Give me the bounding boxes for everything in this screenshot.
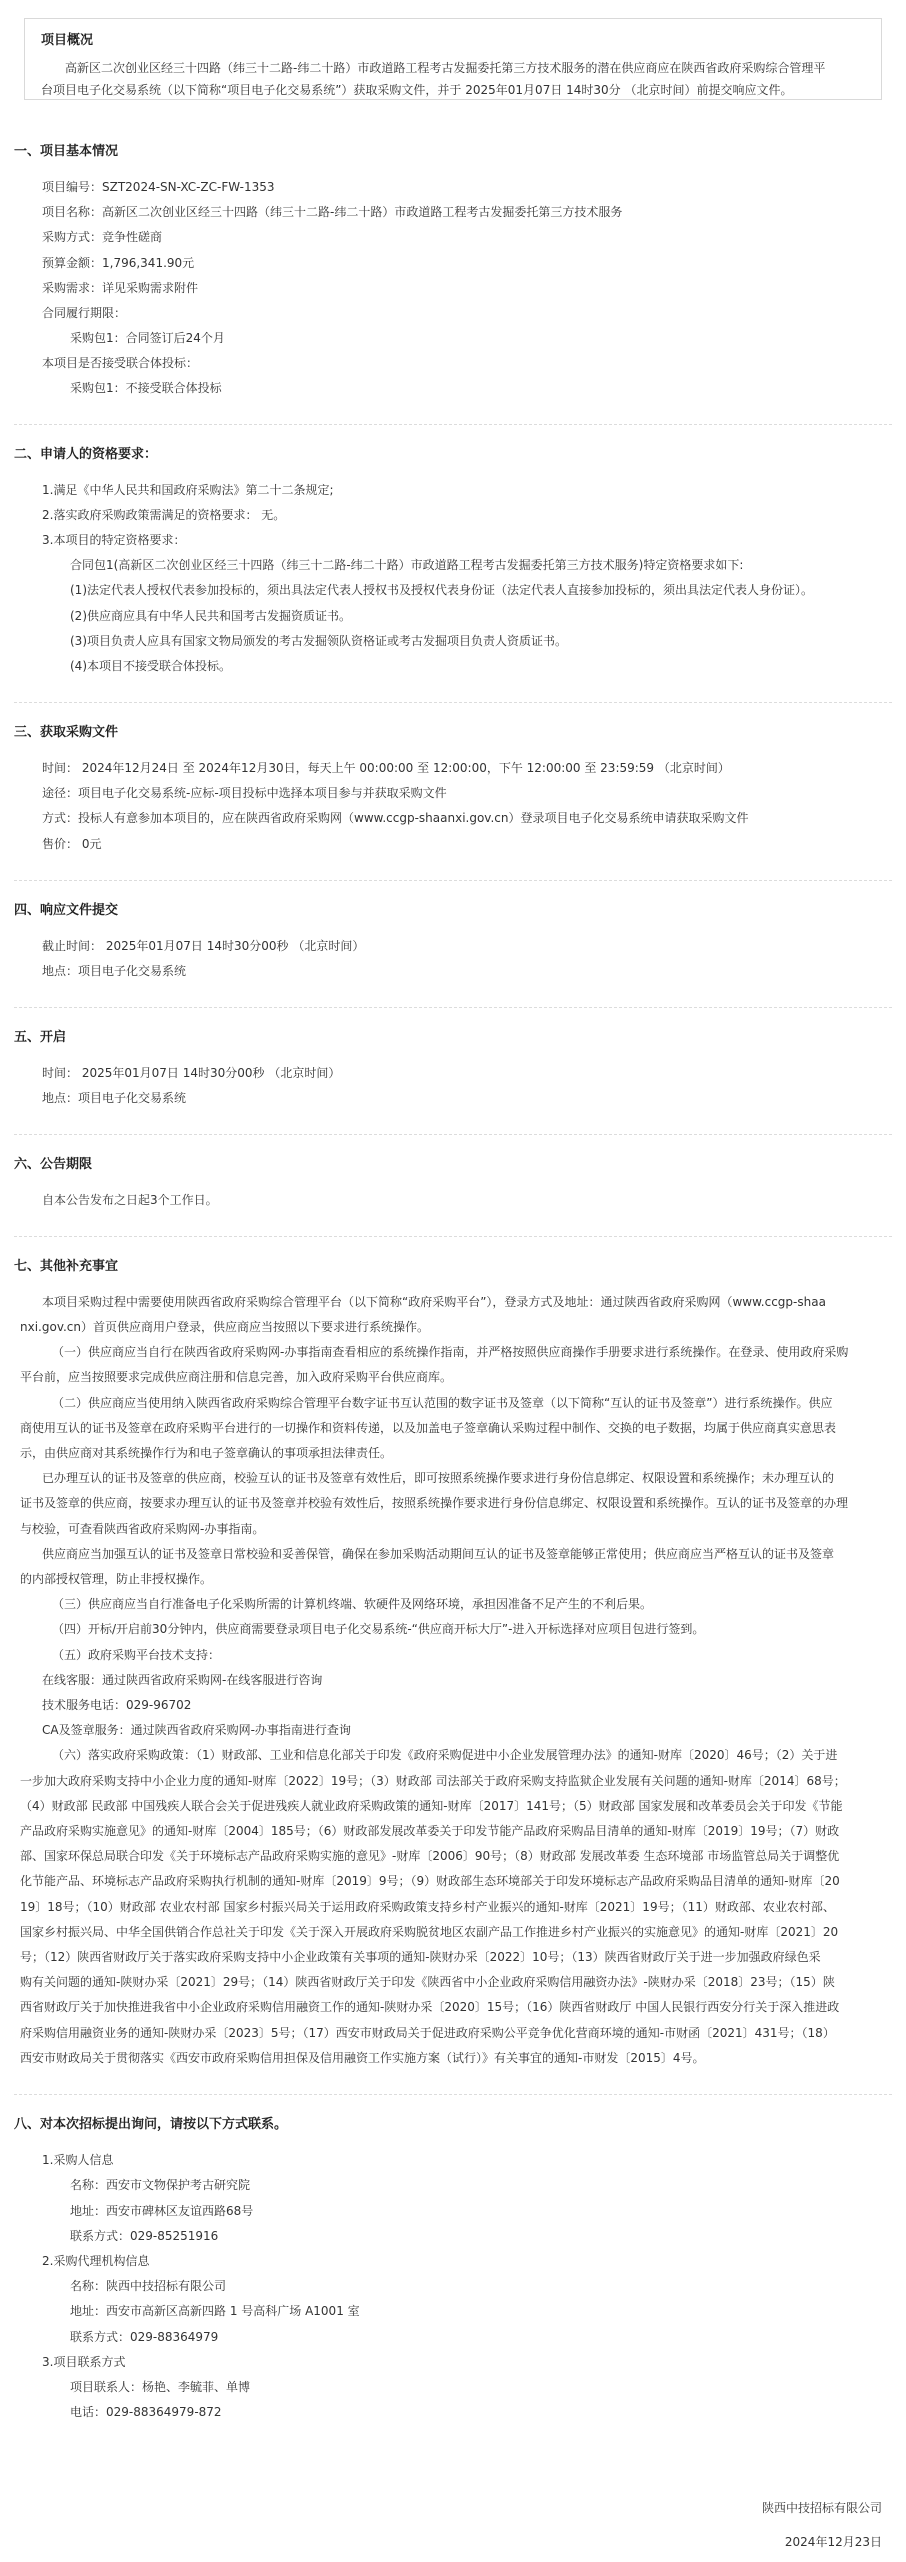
procurement-demand: 采购需求：详见采购需求附件 — [42, 281, 199, 295]
section-title-basic-info: 一、项目基本情况 — [14, 144, 119, 159]
supplementary-line: （五）政府采购平台技术支持： — [52, 1648, 221, 1662]
section-title-opening: 五、开启 — [14, 1030, 67, 1045]
agency-info-label: 2.采购代理机构信息 — [42, 2254, 150, 2268]
supplementary-line: 平台前，应当按照要求完成供应商注册和信息完善，加入政府采购平台供应商库。 — [20, 1370, 453, 1384]
notice-period: 自本公告发布之日起3个工作日。 — [42, 1193, 218, 1207]
project-name: 项目名称：高新区二次创业区经三十四路（纬三十二路-纬二十路）市政道路工程考古发掘委托第三方技术服务 — [42, 205, 623, 219]
purchaser-address: 地址：西安市碑林区友谊西路68号 — [70, 2204, 254, 2218]
supplementary-line: 已办理互认的证书及签章的供应商，校验互认的证书及签章有效性后，即可按照系统操作要求进行身份信息绑定、权限设置和系统操作；未办理互认的 — [42, 1471, 835, 1485]
procurement-method: 采购方式：竞争性磋商 — [42, 230, 163, 244]
supplementary-line: （六）落实政府采购政策：（1）财政部、工业和信息化部关于印发《政府采购促进中小企业发展管理办法》的通知-财库〔2020〕46号；（2）关于进 — [52, 1748, 838, 1762]
supplementary-line: 19〕18号；（10）财政部 农业农村部 国家乡村振兴局关于运用政府采购政策支持乡村产业振兴的通知-财库〔2021〕19号；（11）财政部、农业农村部、 — [20, 1900, 835, 1914]
section-divider — [14, 1007, 892, 1008]
supplementary-line: 号；（12）陕西省财政厅关于落实政府采购支持中小企业政策有关事项的通知-陕财办采〔2022〕10号；（13）陕西省财政厅关于进一步加强政府绿色采 — [20, 1950, 821, 1964]
section-divider — [14, 1134, 892, 1135]
project-contact-label: 3.项目联系方式 — [42, 2355, 126, 2369]
consortium-label: 本项目是否接受联合体投标： — [42, 356, 199, 370]
supplementary-line: 技术服务电话：029-96702 — [42, 1698, 192, 1712]
project-number: 项目编号：SZT2024-SN-XC-ZC-FW-1353 — [42, 180, 275, 194]
supplementary-line: 西安市财政局关于贯彻落实《西安市政府采购信用担保及信用融资工作实施方案（试行）》有关事宜的通知-市财发〔2015〕4号。 — [20, 2051, 705, 2065]
overview-box — [24, 18, 882, 100]
submission-location: 地点：项目电子化交易系统 — [42, 964, 187, 978]
project-contact-phone: 电话：029-88364979-872 — [70, 2405, 222, 2419]
purchaser-phone: 联系方式：029-85251916 — [70, 2229, 219, 2243]
purchaser-name: 名称：西安市文物保护考古研究院 — [70, 2178, 251, 2192]
supplementary-line: （三）供应商应当自行准备电子化采购所需的计算机终端、软硬件及网络环境，承担因准备不足产生的不利后果。 — [52, 1597, 653, 1611]
section-title-contact: 八、对本次招标提出询问，请按以下方式联系。 — [14, 2117, 288, 2132]
supplementary-line: 商使用互认的证书及签章在政府采购平台进行的一切操作和资料传递，以及加盖电子签章确认采购过程中制作、交换的电子数据，均属于供应商真实意思表 — [20, 1421, 837, 1435]
qualification-line: (3)项目负责人应具有国家文物局颁发的考古发掘领队资格证或考古发掘项目负责人资质证书。 — [70, 634, 568, 648]
agency-phone: 联系方式：029-88364979 — [70, 2330, 219, 2344]
obtain-price: 售价： 0元 — [42, 837, 102, 851]
section-title-supplementary: 七、其他补充事宜 — [14, 1259, 119, 1274]
section-divider — [14, 880, 892, 881]
supplementary-line: 府采购信用融资业务的通知-陕财办采〔2023〕5号；（17）西安市财政局关于促进政府采购公平竞争优化营商环境的通知-市财函〔2021〕431号；（18） — [20, 2026, 835, 2040]
consortium-value: 采购包1：不接受联合体投标 — [70, 381, 222, 395]
qualification-line: 合同包1(高新区二次创业区经三十四路（纬三十二路-纬二十路）市政道路工程考古发掘委托第三方技术服务)特定资格要求如下: — [70, 558, 744, 572]
obtain-time: 时间： 2024年12月24日 至 2024年12月30日，每天上午 00:00:00 至 12:00:00，下午 12:00:00 至 23:59:59 （北京时间） — [42, 761, 730, 775]
section-title-qualifications: 二、申请人的资格要求： — [14, 447, 158, 462]
section-title-notice-period: 六、公告期限 — [14, 1157, 93, 1172]
section-divider — [14, 2094, 892, 2095]
supplementary-line: 的内部授权管理，防止非授权操作。 — [20, 1572, 213, 1586]
obtain-method: 方式：投标人有意参加本项目的，应在陕西省政府采购网（www.ccgp-shaanxi.gov.cn）登录项目电子化交易系统申请获取采购文件 — [42, 811, 749, 825]
supplementary-line: （4）财政部 民政部 中国残疾人联合会关于促进残疾人就业政府采购政策的通知-财库〔2017〕141号；（5）财政部 国家发展和改革委员会关于印发《节能 — [20, 1799, 843, 1813]
signature-org: 陕西中技招标有限公司 — [761, 2501, 882, 2515]
supplementary-line: 购有关问题的通知-陕财办采〔2021〕29号；（14）陕西省财政厅关于印发《陕西省中小企业政府采购信用融资办法》-陕财办采〔2018〕23号；（15）陕 — [20, 1975, 835, 1989]
submission-deadline: 截止时间： 2025年01月07日 14时30分00秒 （北京时间） — [42, 939, 365, 953]
qualification-line: 3.本项目的特定资格要求： — [42, 533, 186, 547]
qualification-line: (4)本项目不接受联合体投标。 — [70, 659, 231, 673]
supplementary-line: 证书及签章的供应商，按要求办理互认的证书及签章并校验有效性后，按照系统操作要求进行身份信息绑定、权限设置和系统操作。互认的证书及签章的办理 — [20, 1496, 849, 1510]
opening-time: 时间： 2025年01月07日 14时30分00秒 （北京时间） — [42, 1066, 341, 1080]
purchaser-info-label: 1.采购人信息 — [42, 2153, 114, 2167]
project-contact-person: 项目联系人：杨艳、李毓菲、单博 — [70, 2380, 251, 2394]
supplementary-line: 一步加大政府采购支持中小企业力度的通知-财库〔2022〕19号；（3）财政部 司法部关于政府采购支持监狱企业发展有关问题的通知-财库〔2014〕68号； — [20, 1774, 846, 1788]
supplementary-line: 国家乡村振兴局、中华全国供销合作总社关于印发《关于深入开展政府采购脱贫地区农副产品工作推进乡村产业振兴的实施意见》的通知-财库〔2021〕20 — [20, 1925, 839, 1939]
overview-title: 项目概况 — [41, 33, 94, 48]
section-title-submission: 四、响应文件提交 — [14, 903, 119, 918]
qualification-line: (1)法定代表人授权代表参加投标的，须出具法定代表人授权书及授权代表身份证（法定代表人直接参加投标的，须出具法定代表人身份证）。 — [70, 583, 814, 597]
supplementary-line: （四）开标/开启前30分钟内，供应商需要登录项目电子化交易系统-“供应商开标大厅”-进入开标选择对应项目包进行签到。 — [52, 1622, 705, 1636]
supplementary-line: 示，由供应商对其系统操作行为和电子签章确认的事项承担法律责任。 — [20, 1446, 393, 1460]
section-divider — [14, 1236, 892, 1237]
opening-location: 地点：项目电子化交易系统 — [42, 1091, 187, 1105]
supplementary-line: 与校验，可查看陕西省政府采购网-办事指南。 — [20, 1522, 265, 1536]
budget-amount: 预算金额：1,796,341.90元 — [42, 256, 195, 270]
overview-line: 台项目电子化交易系统（以下简称“项目电子化交易系统”）获取采购文件，并于 2025年01月07日 14时30分 （北京时间）前提交响应文件。 — [41, 83, 793, 97]
agency-name: 名称：陕西中技招标有限公司 — [70, 2279, 227, 2293]
supplementary-line: 产品政府采购实施意见》的通知-财库〔2004〕185号；（6）财政部发展改革委关于印发节能产品政府采购品目清单的通知-财库〔2019〕19号；（7）财政 — [20, 1824, 840, 1838]
contract-period-value: 采购包1：合同签订后24个月 — [70, 331, 225, 345]
supplementary-line: 本项目采购过程中需要使用陕西省政府采购综合管理平台（以下简称“政府采购平台”），登录方式及地址：通过陕西省政府采购网（www.ccgp-shaa — [42, 1295, 826, 1309]
agency-address: 地址：西安市高新区高新四路 1 号高科广场 A1001 室 — [70, 2304, 360, 2318]
supplementary-line: CA及签章服务：通过陕西省政府采购网-办事指南进行查询 — [42, 1723, 351, 1737]
supplementary-line: （一）供应商应当自行在陕西省政府采购网-办事指南查看相应的系统操作指南，并严格按照供应商操作手册要求进行系统操作。在登录、使用政府采购 — [52, 1345, 849, 1359]
qualification-line: 2.落实政府采购政策需满足的资格要求： 无。 — [42, 508, 286, 522]
obtain-channel: 途径：项目电子化交易系统-应标-项目投标中选择本项目参与并获取采购文件 — [42, 786, 447, 800]
signature-date: 2024年12月23日 — [784, 2535, 882, 2549]
section-divider — [14, 702, 892, 703]
section-divider — [14, 424, 892, 425]
supplementary-line: 供应商应当加强互认的证书及签章日常校验和妥善保管，确保在参加采购活动期间互认的证书及签章能够正常使用；供应商应当严格互认的证书及签章 — [42, 1547, 835, 1561]
supplementary-line: nxi.gov.cn）首页供应商用户登录，供应商应当按照以下要求进行系统操作。 — [20, 1320, 430, 1334]
section-title-obtain-documents: 三、获取采购文件 — [14, 725, 119, 740]
overview-line: 高新区二次创业区经三十四路（纬三十二路-纬二十路）市政道路工程考古发掘委托第三方技术服务的潜在供应商应在陕西省政府采购综合管理平 — [65, 61, 826, 75]
supplementary-line: 在线客服：通过陕西省政府采购网-在线客服进行咨询 — [42, 1673, 323, 1687]
qualification-line: 1.满足《中华人民共和国政府采购法》第二十二条规定; — [42, 483, 334, 497]
contract-period-label: 合同履行期限： — [42, 306, 127, 320]
supplementary-line: 西省财政厅关于加快推进我省中小企业政府采购信用融资工作的通知-陕财办采〔2020〕15号；（16）陕西省财政厅 中国人民银行西安分行关于深入推进政 — [20, 2000, 840, 2014]
supplementary-line: 部、国家环保总局联合印发《关于环境标志产品政府采购实施的意见》-财库〔2006〕90号；（8）财政部 发展改革委 生态环境部 市场监管总局关于调整优 — [20, 1849, 840, 1863]
supplementary-line: （二）供应商应当使用纳入陕西省政府采购综合管理平台数字证书互认范围的数字证书及签章（以下简称“互认的证书及签章”）进行系统操作。供应 — [52, 1396, 833, 1410]
supplementary-line: 化节能产品、环境标志产品政府采购执行机制的通知-财库〔2019〕9号；（9）财政部生态环境部关于印发环境标志产品政府采购品目清单的通知-财库〔20 — [20, 1874, 840, 1888]
qualification-line: (2)供应商应具有中华人民共和国考古发掘资质证书。 — [70, 609, 352, 623]
